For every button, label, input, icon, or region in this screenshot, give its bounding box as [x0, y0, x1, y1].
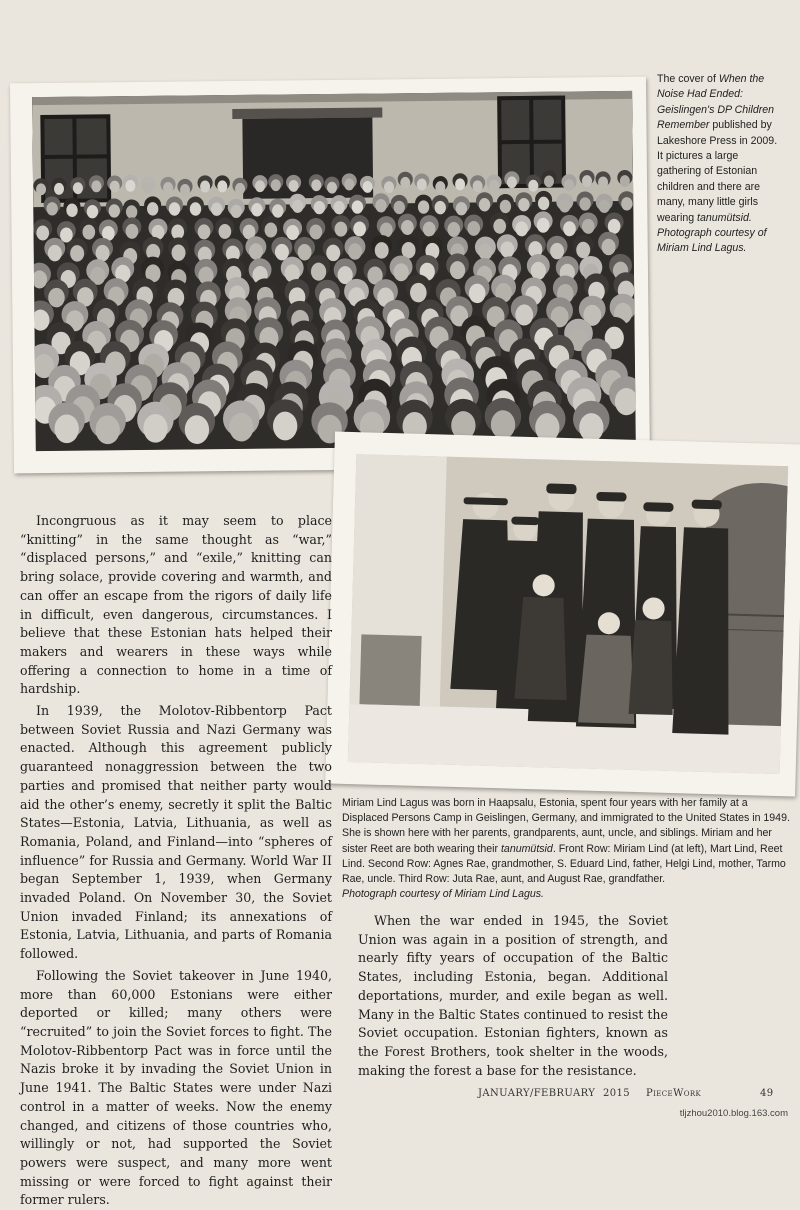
article-paragraph: When the war ended in 1945, the Soviet Union was again in a position of strength, and nearly fifty years of occupation of the Baltic States, including Estonia, began. Additional deportations, murder, and exile began as well. Many in the Baltic States continued to resist the Soviet occupation. Estonian fighters, known as the Forest Brothers, took shelter in the woods, making the forest a base for the resistance.	[358, 913, 668, 1078]
footer-magazine: PieceWork	[646, 1088, 702, 1099]
cover-caption-details: published by Lakeshore Press in 2009. It pictures a large gathering of Estonian children and there are many, many little girls wearing	[657, 119, 778, 224]
family-photo-image	[348, 454, 788, 774]
article-paragraph: Following the Soviet takeover in June 1940, more than 60,000 Estonians were either deported or killed; many others were “recruited” to join the Soviet forces to fight. The Molotov-Ribbentorp Pact was in force until the Nazis broke it by invading the Soviet Union in June 1941. The Baltic States were under Nazi control in a matter of weeks. Now the enemy changed, and citizens of those countries who, willingly or not, had supported the Soviet powers were suspect, and many more went missing or were forced to fight against their former rulers.	[20, 967, 332, 1208]
watermark: tljzhou2010.blog.163.com	[679, 1108, 788, 1119]
photo-caption-term: tanumütsid	[500, 842, 553, 855]
article-right-column	[358, 912, 668, 1080]
footer-year: 2015	[603, 1088, 631, 1099]
photo-caption-text-2: . Front Row: Miriam Lind (at left), Mart Lind, Reet Lind. Second Row: Agnes Rae, grandmother, S. Eduard Lind, father, Helgi Lind, mother, Tarmo Rae, uncle. Third Row: Juta Rae, aunt, and August Rae, grandfather.	[342, 842, 786, 886]
cover-caption-book-title: When the Noise Had Ended: Geislingen's DP Children Remember	[657, 73, 775, 132]
cover-caption	[657, 72, 785, 257]
crowd-photo-drawing	[32, 91, 636, 451]
photo-caption-text-1: Miriam Lind Lagus was born in Haapsalu, Estonia, spent four years with her family at a Displaced Persons Camp in Geislingen, Germany, and immigrated to the United States in 1949. She is shown here with her parents, grandparents, aunt, uncle, and siblings. Miriam and her sister Reet are both wearing their	[342, 797, 790, 855]
cover-caption-term: tanumütsid.	[697, 211, 752, 224]
photo-caption-credit: Photograph courtesy of Miriam Lind Lagus.	[342, 888, 544, 901]
crowd-photo-image	[32, 91, 636, 451]
cover-caption-credit: Photograph courtesy of Miriam Lind Lagus.	[657, 227, 767, 255]
cover-caption-intro: The cover of	[657, 73, 719, 85]
crowd-photo	[10, 77, 650, 474]
article-paragraph: In 1939, the Molotov-Ribbentorp Pact between Soviet Russia and Nazi Germany was enacted. Although this agreement publicly guaranteed nonaggression between the two parties and promised that neither party would aid the other’s enemy, secretly it split the Baltic States—Estonia, Latvia, Lithuania, as well as Romania, Poland, and Finland—into “spheres of influence” for Russia and Germany. World War II began September 1, 1939, when Germany invaded Poland. On November 30, the Soviet Union invaded Finland; its annexations of Estonia, Latvia, Lithuania, and parts of Romania followed.	[20, 703, 332, 962]
article-paragraph: Incongruous as it may seem to place “knitting” in the same thought as “war,” “displaced persons,” and “exile,” knitting can bring solace, provide covering and warmth, and can offer an escape from the rigors of daily life in difficult, even dangerous, circumstances. I believe that these Estonian hats helped their makers and wearers in these ways while offering a connection to home in a time of hardship.	[20, 513, 332, 697]
footer-issue: JANUARY/FEBRUARY	[478, 1088, 596, 1099]
article-left-column	[20, 512, 332, 1210]
family-photo	[325, 432, 800, 797]
family-photo-caption	[342, 796, 792, 902]
family-photo-drawing	[348, 454, 788, 774]
footer-page-number: 49	[760, 1088, 774, 1099]
